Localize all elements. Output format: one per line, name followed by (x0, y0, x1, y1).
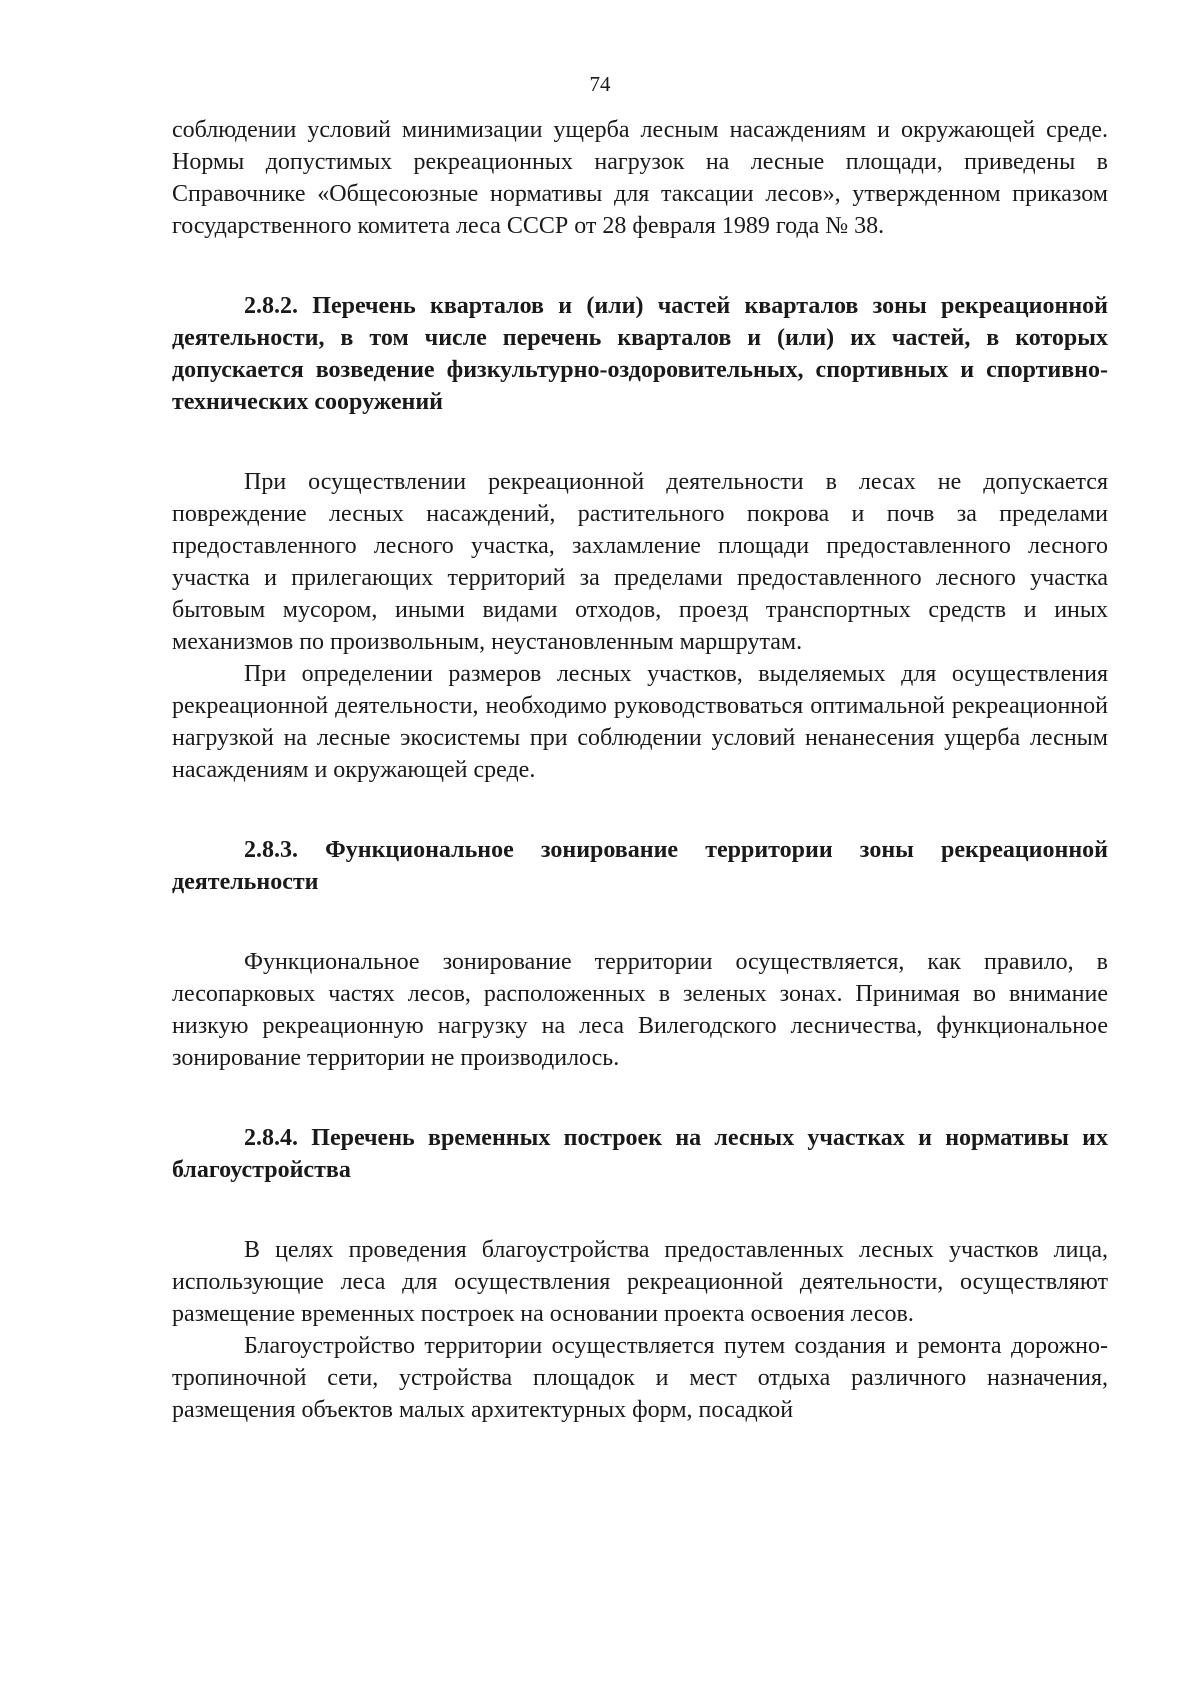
spacer (172, 786, 1108, 834)
intro-paragraph: соблюдении условий минимизации ущерба лесным насаждениям и окружающей среде. Нормы допустимых рекреационных нагрузок на лесные площади, приведены в Справочнике «Общесоюзные нормативы для таксации лесов», утвержденном приказом государственного комитета леса СССР от 28 февраля 1989 года № 38. (172, 117, 1108, 239)
section-2-8-4-paragraph-2: Благоустройство территории осуществляется путем создания и ремонта дорожно-тропиночной сети, устройства площадок и мест отдыха различного назначения, размещения объектов малых архитектурных форм, посадкой (172, 1333, 1108, 1423)
section-heading-2-8-3: 2.8.3. Функциональное зонирование территории зоны рекреационной деятельности (172, 837, 1108, 895)
page-content (172, 114, 1108, 1426)
spacer (172, 1074, 1108, 1122)
section-heading-2-8-4: 2.8.4. Перечень временных построек на лесных участках и нормативы их благоустройства (172, 1125, 1108, 1183)
section-2-8-3-paragraph-1: Функциональное зонирование территории осуществляется, как правило, в лесопарковых частях лесов, расположенных в зеленых зонах. Принимая во внимание низкую рекреационную нагрузку на леса Вилегодского лесничества, функциональное зонирование территории не производилось. (172, 949, 1108, 1071)
spacer (172, 1186, 1108, 1234)
section-2-8-4-paragraph-1: В целях проведения благоустройства предоставленных лесных участков лица, использующие леса для осуществления рекреационной деятельности, осуществляют размещение временных построек на основании проекта освоения лесов. (172, 1237, 1108, 1327)
spacer (172, 418, 1108, 466)
section-heading-2-8-2: 2.8.2. Перечень кварталов и (или) частей кварталов зоны рекреационной деятельности, в том числе перечень кварталов и (или) их частей, в которых допускается возведение физкультурно-оздоровительных, спортивных и спортивно-технических сооружений (172, 293, 1108, 415)
section-2-8-2-paragraph-1: При осуществлении рекреационной деятельности в лесах не допускается повреждение лесных насаждений, растительного покрова и почв за пределами предоставленного лесного участка, захламление площади предоставленного лесного участка и прилегающих территорий за пределами предоставленного лесного участка бытовым мусором, иными видами отходов, проезд транспортных средств и иных механизмов по произвольным, неустановленным маршрутам. (172, 469, 1108, 655)
spacer (172, 898, 1108, 946)
page-number: 74 (589, 72, 611, 96)
section-2-8-2-paragraph-2: При определении размеров лесных участков, выделяемых для осуществления рекреационной деятельности, необходимо руководствоваться оптимальной рекреационной нагрузкой на лесные экосистемы при соблюдении условий ненанесения ущерба лесным насаждениям и окружающей среде. (172, 661, 1108, 783)
spacer (172, 242, 1108, 290)
